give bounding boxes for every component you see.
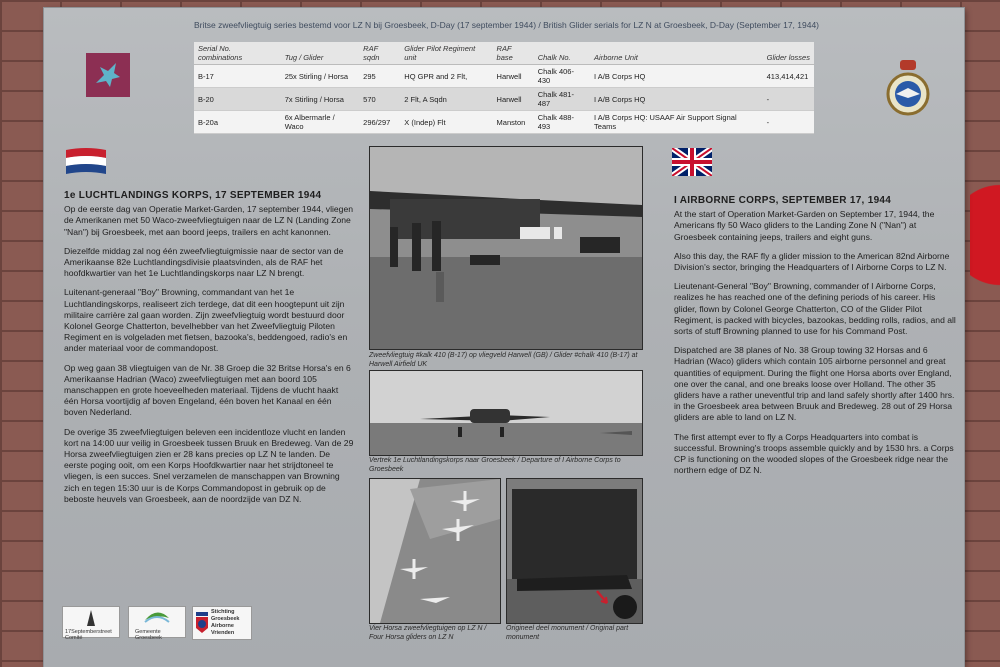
logo-17-september-comite [62, 606, 120, 641]
table-cell: 570 [359, 88, 400, 111]
table-cell: - [763, 88, 814, 111]
photo-aerial-gliders [369, 478, 501, 624]
photo1-caption: Zweefvliegtuig #kalk 410 (B-17) op vliegveld Harwell (GB) / Glider #chalk 410 (B-17) at Harwell Airfield UK [369, 352, 638, 368]
dutch-paragraph: De overige 35 zweefvliegtuigen beleven een incidentloze vlucht en landen kort na 14:00 uur veilig in Groesbeek tussen Bruuk en Bredeweg. Van de 29 Horsa zweefvliegtuigen zien er 28 kans precies op LZ N te landen. De eerste poging ooit, om een Korps Hoofdkwartier naar het strijdtoneel te vliegen, is een succes. Snel verzamelen de manschappen van Browning zich en tegen 15:30 uur is de Korps Commandopost in gebruik op de beboste heuvels van Groesbeek, aan de noordzijde van DZ N. [64, 426, 354, 504]
table-cell: 25x Stirling / Horsa [281, 65, 359, 88]
english-paragraph: Lieutenant-General "Boy" Browning, commander of I Airborne Corps, realizes he has reached one of the defining periods of his career. His glider, flown by Colonel George Chatterton, CO of the Glider Pilot Regiment, is packed with bicycles, bazookas, bedding rolls, radios, and all sorts of stuff Browning planned to use for his Command Post. [674, 281, 956, 337]
table-row [194, 111, 814, 134]
photo3-caption: Vier Horsa zweefvliegtuigen op LZ N / Four Horsa gliders on LZ N [369, 625, 487, 641]
english-paragraph: At the start of Operation Market-Garden on September 17, 1944, the Americans fly 50 Waco gliders to the Landing Zone N ("Nan") at Groesbeek containing jeeps, trailers and eight guns. [674, 209, 935, 242]
monument-logo-icon [63, 608, 119, 628]
glider-serials-table [194, 42, 814, 134]
table-header-row [194, 42, 814, 65]
table-cell: X (Indep) Flt [400, 111, 492, 134]
english-text-column [674, 195, 956, 484]
table-cell: Harwell [493, 88, 534, 111]
dutch-paragraph: Op weg gaan 38 vliegtuigen van de Nr. 38 Groep die 32 Britse Horsa's en 6 Amerikaanse Hadrian (Waco) zweefvliegtuigen met aan boord 105 manschappen en grote hoeveelheden materiaal. Tijdens de vlucht haakt één Horsa voortijdig af boven Engeland, één boven het Kanaal en één boven Nederland. [64, 362, 351, 418]
pegasus-icon [86, 53, 130, 97]
logo2-text: Gemeente Groesbeek [135, 629, 162, 641]
table-cell: I A/B Corps HQ: USAAF Air Support Signal Teams [590, 111, 763, 134]
table-column-header: RAF sqdn [359, 42, 400, 65]
table-cell: HQ GPR and 2 Flt, [400, 65, 492, 88]
dutch-paragraph: Op de eerste dag van Operatie Market-Garden, 17 september 1944, vliegen de Amerikanen met 50 Waco-zweefvliegtuigen naar de LZ N (Landing Zone "Nan") bij Groesbeek, met aan boord jeeps, trailers en acht kanonnen. [64, 204, 354, 237]
logo-stichting-groesbeek-airborne-vrienden [192, 606, 252, 640]
table-column-header: Serial No. combinations [194, 42, 281, 65]
table-column-header: Airborne Unit [590, 42, 763, 65]
table-column-header: Glider losses [763, 42, 814, 65]
table-body [194, 65, 814, 134]
english-heading: I AIRBORNE CORPS, SEPTEMBER 17, 1944 [674, 195, 892, 206]
gemeente-logo-icon [129, 608, 185, 628]
memorial-plaque [44, 8, 964, 667]
english-paragraph: Also this day, the RAF fly a glider mission to the American 82nd Airborne Division's sector, bringing the Headquarters of I Airborne Corps to LZ N. [674, 250, 950, 273]
logo3-line: Stichting [211, 609, 235, 615]
logo1-text: 17Septemberstreet Comité [65, 629, 112, 641]
table-cell: I A/B Corps HQ [590, 65, 763, 88]
dutch-paragraph: Luitenant-generaal "Boy" Browning, commandant van het 1e Luchtlandingskorps, realiseert zich terdege, dat dit een hoogtepunt uit zijn militaire carrière zal gaan worden. Zijn zweefvliegtuig wordt bestuurd door Kolonel George Chatterton, bevelhebber van het Zweefvliegtuig Piloten Regiment en is volgeladen met fietsen, bazooka's, beddengoed, radio's en ander materiaal voor de commandopost. [64, 287, 348, 354]
logo3-line: Groesbeek [211, 616, 240, 622]
photo-glider-harwell [369, 146, 643, 350]
table-column-header: Chalk No. [534, 42, 590, 65]
table-cell: 296/297 [359, 111, 400, 134]
table-cell: 2 Flt, A Sqdn [400, 88, 492, 111]
table-cell: - [763, 111, 814, 134]
table-cell: Manston [493, 111, 534, 134]
table-header-text: Britse zweefvliegtuig series bestemd voor LZ N bij Groesbeek, D-Day (17 september 1944) / British Glider serials for LZ N at Groesbeek, D-Day (September 17, 1944) [194, 20, 820, 30]
table-cell: I A/B Corps HQ [590, 88, 763, 111]
dutch-text-column [64, 190, 354, 513]
english-paragraph: Dispatched are 38 planes of No. 38 Group towing 32 Horsas and 6 Hadrian (Waco) gliders which contain 105 airborne personnel and great quantities of equipment. During the flight one Horsa aborts over England, one over the canal, and one breaks loose over Holland. The other 35 gliders have a rather uneventful trip and land safely shortly after 1400 hrs. in the Groesbeek area between Bruuk and Bredeweg. 28 out of 29 Horsa gliders are able to land on LZ N. [674, 345, 955, 423]
table-cell: 295 [359, 65, 400, 88]
photo-monument-part [506, 478, 643, 624]
table-row [194, 65, 814, 88]
english-paragraph: The first attempt ever to fly a Corps Headquarters into combat is successful. Browning's troops assemble quickly and by 1530 hrs. a Corps CP is functioning on the wooded slopes of the Groesbeek ridge near the northern edge of DZ N. [674, 431, 954, 476]
table-cell: Chalk 406-430 [534, 65, 590, 88]
table-cell: Harwell [493, 65, 534, 88]
photo2-caption: Vertrek 1e Luchtlandingskorps naar Groesbeek / Departure of I Airborne Corps to Groesbeek [369, 457, 621, 473]
table-cell: B-17 [194, 65, 281, 88]
table-column-header: Tug / Glider [281, 42, 359, 65]
82nd-airborne-badge-icon [195, 612, 209, 634]
table-cell: 6x Albermarle / Waco [281, 111, 359, 134]
logo3-line: Airborne [211, 623, 234, 629]
table-column-header: RAF base [493, 42, 534, 65]
dutch-heading: 1e LUCHTLANDINGS KORPS, 17 SEPTEMBER 1944 [64, 190, 322, 201]
uk-flag-icon [672, 148, 712, 176]
table-cell: Chalk 488-493 [534, 111, 590, 134]
logo3-line: Vrienden [211, 630, 235, 636]
table-cell: 7x Stirling / Horsa [281, 88, 359, 111]
photo-departure [369, 370, 643, 456]
raf-crest-icon [882, 58, 934, 118]
table-cell: Chalk 481-487 [534, 88, 590, 111]
table-cell: B-20a [194, 111, 281, 134]
table-cell: B-20 [194, 88, 281, 111]
dutch-paragraph: Diezelfde middag zal nog één zweefvliegtuigmissie naar de sector van de Amerikaanse 82e Luchtlandingsdivisie plaatsvinden, als de RAF het hoofdkwartier van het 1e Luchtlandingskorps naar LZ N brengt. [64, 245, 344, 279]
dutch-flag-icon [66, 148, 106, 176]
table-row [194, 88, 814, 111]
logo-gemeente-groesbeek [128, 606, 186, 641]
table-column-header: Glider Pilot Regiment unit [400, 42, 492, 65]
table-cell: 413,414,421 [763, 65, 814, 88]
red-flower [970, 150, 1000, 320]
photo4-caption: Origineel deel monument / Original part monument [506, 625, 629, 641]
